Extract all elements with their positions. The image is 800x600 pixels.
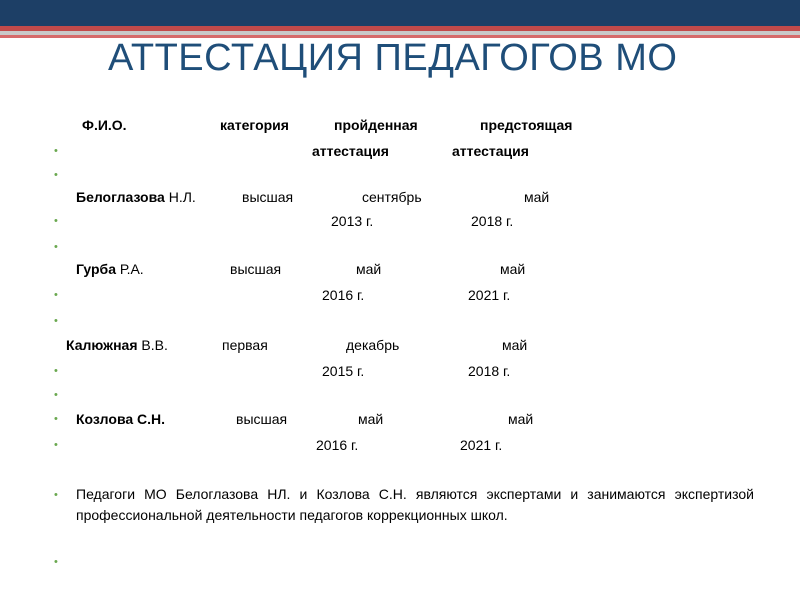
teacher-category: первая xyxy=(222,337,268,353)
teacher-surname: Гурба xyxy=(76,261,116,277)
teacher-passed-month: сентябрь xyxy=(362,189,422,205)
bullet: • xyxy=(54,241,58,253)
bullet: • xyxy=(54,215,58,227)
teacher-initials: Н.Л. xyxy=(168,189,196,205)
teacher-year-row xyxy=(0,284,800,306)
teacher-upcoming-month: май xyxy=(500,261,526,277)
bullet: • xyxy=(54,315,58,327)
teacher-surname: Белоглазова xyxy=(76,189,165,205)
table-header-row-2 xyxy=(0,140,800,162)
teacher-upcoming-year: 2021 г. xyxy=(460,437,503,453)
teacher-upcoming-year: 2018 г. xyxy=(471,213,514,229)
teacher-upcoming-year: 2018 г. xyxy=(468,363,511,379)
empty-row xyxy=(0,310,800,332)
teacher-category: высшая xyxy=(230,261,282,277)
teacher-name xyxy=(76,186,196,208)
teacher-category: высшая xyxy=(242,189,294,205)
teacher-surname: Калюжная xyxy=(66,337,138,353)
teacher-upcoming-year: 2021 г. xyxy=(468,287,511,303)
teacher-category: высшая xyxy=(236,411,288,427)
teacher-passed-month: декабрь xyxy=(346,337,400,353)
bullet: • xyxy=(54,389,58,401)
header-band-dark xyxy=(0,0,800,26)
teacher-initials: В.В. xyxy=(141,337,168,353)
header-passed-line2: аттестация xyxy=(312,143,389,159)
teacher-passed-year: 2016 г. xyxy=(316,437,359,453)
bullet: • xyxy=(54,556,58,568)
teacher-passed-year: 2016 г. xyxy=(322,287,365,303)
teacher-year-row xyxy=(0,210,800,232)
bullet: • xyxy=(54,289,58,301)
teacher-row xyxy=(0,334,800,356)
teacher-passed-year: 2013 г. xyxy=(331,213,374,229)
teacher-passed-month: май xyxy=(356,261,382,277)
teacher-name xyxy=(76,258,144,280)
teacher-year-row xyxy=(0,434,800,456)
teacher-surname: Козлова С.Н. xyxy=(76,411,166,427)
header-upcoming: предстоящая xyxy=(480,117,573,133)
experts-note: Педагоги МО Белоглазова НЛ. и Козлова С.Н. являются экспертами и занимаются экспертизой профессиональной деятельности педагогов коррекционных школ. xyxy=(76,486,754,523)
empty-row xyxy=(0,164,800,186)
teacher-name xyxy=(66,334,168,356)
bullet: • xyxy=(54,489,58,501)
header-fio: Ф.И.О. xyxy=(82,117,127,133)
empty-row xyxy=(0,236,800,258)
table-header-row-1 xyxy=(0,114,800,136)
teacher-passed-year: 2015 г. xyxy=(322,363,365,379)
teacher-passed-month: май xyxy=(358,411,384,427)
bullet: • xyxy=(54,145,58,157)
bullet: • xyxy=(54,413,58,425)
empty-row xyxy=(0,384,800,406)
slide-title: АТТЕСТАЦИЯ ПЕДАГОГОВ МО xyxy=(108,37,678,79)
teacher-year-row xyxy=(0,360,800,382)
header-passed: пройденная xyxy=(334,117,418,133)
teacher-upcoming-month: май xyxy=(502,337,528,353)
teacher-row xyxy=(0,408,800,430)
header-category: категория xyxy=(220,117,289,133)
teacher-row xyxy=(0,258,800,280)
teacher-initials: Р.А. xyxy=(119,261,144,277)
teacher-upcoming-month: май xyxy=(524,189,550,205)
teacher-row xyxy=(0,186,800,208)
bullet: • xyxy=(54,365,58,377)
header-upcoming-line2: аттестация xyxy=(452,143,529,159)
teacher-upcoming-month: май xyxy=(508,411,534,427)
bullet: • xyxy=(54,169,58,181)
bullet: • xyxy=(54,439,58,451)
